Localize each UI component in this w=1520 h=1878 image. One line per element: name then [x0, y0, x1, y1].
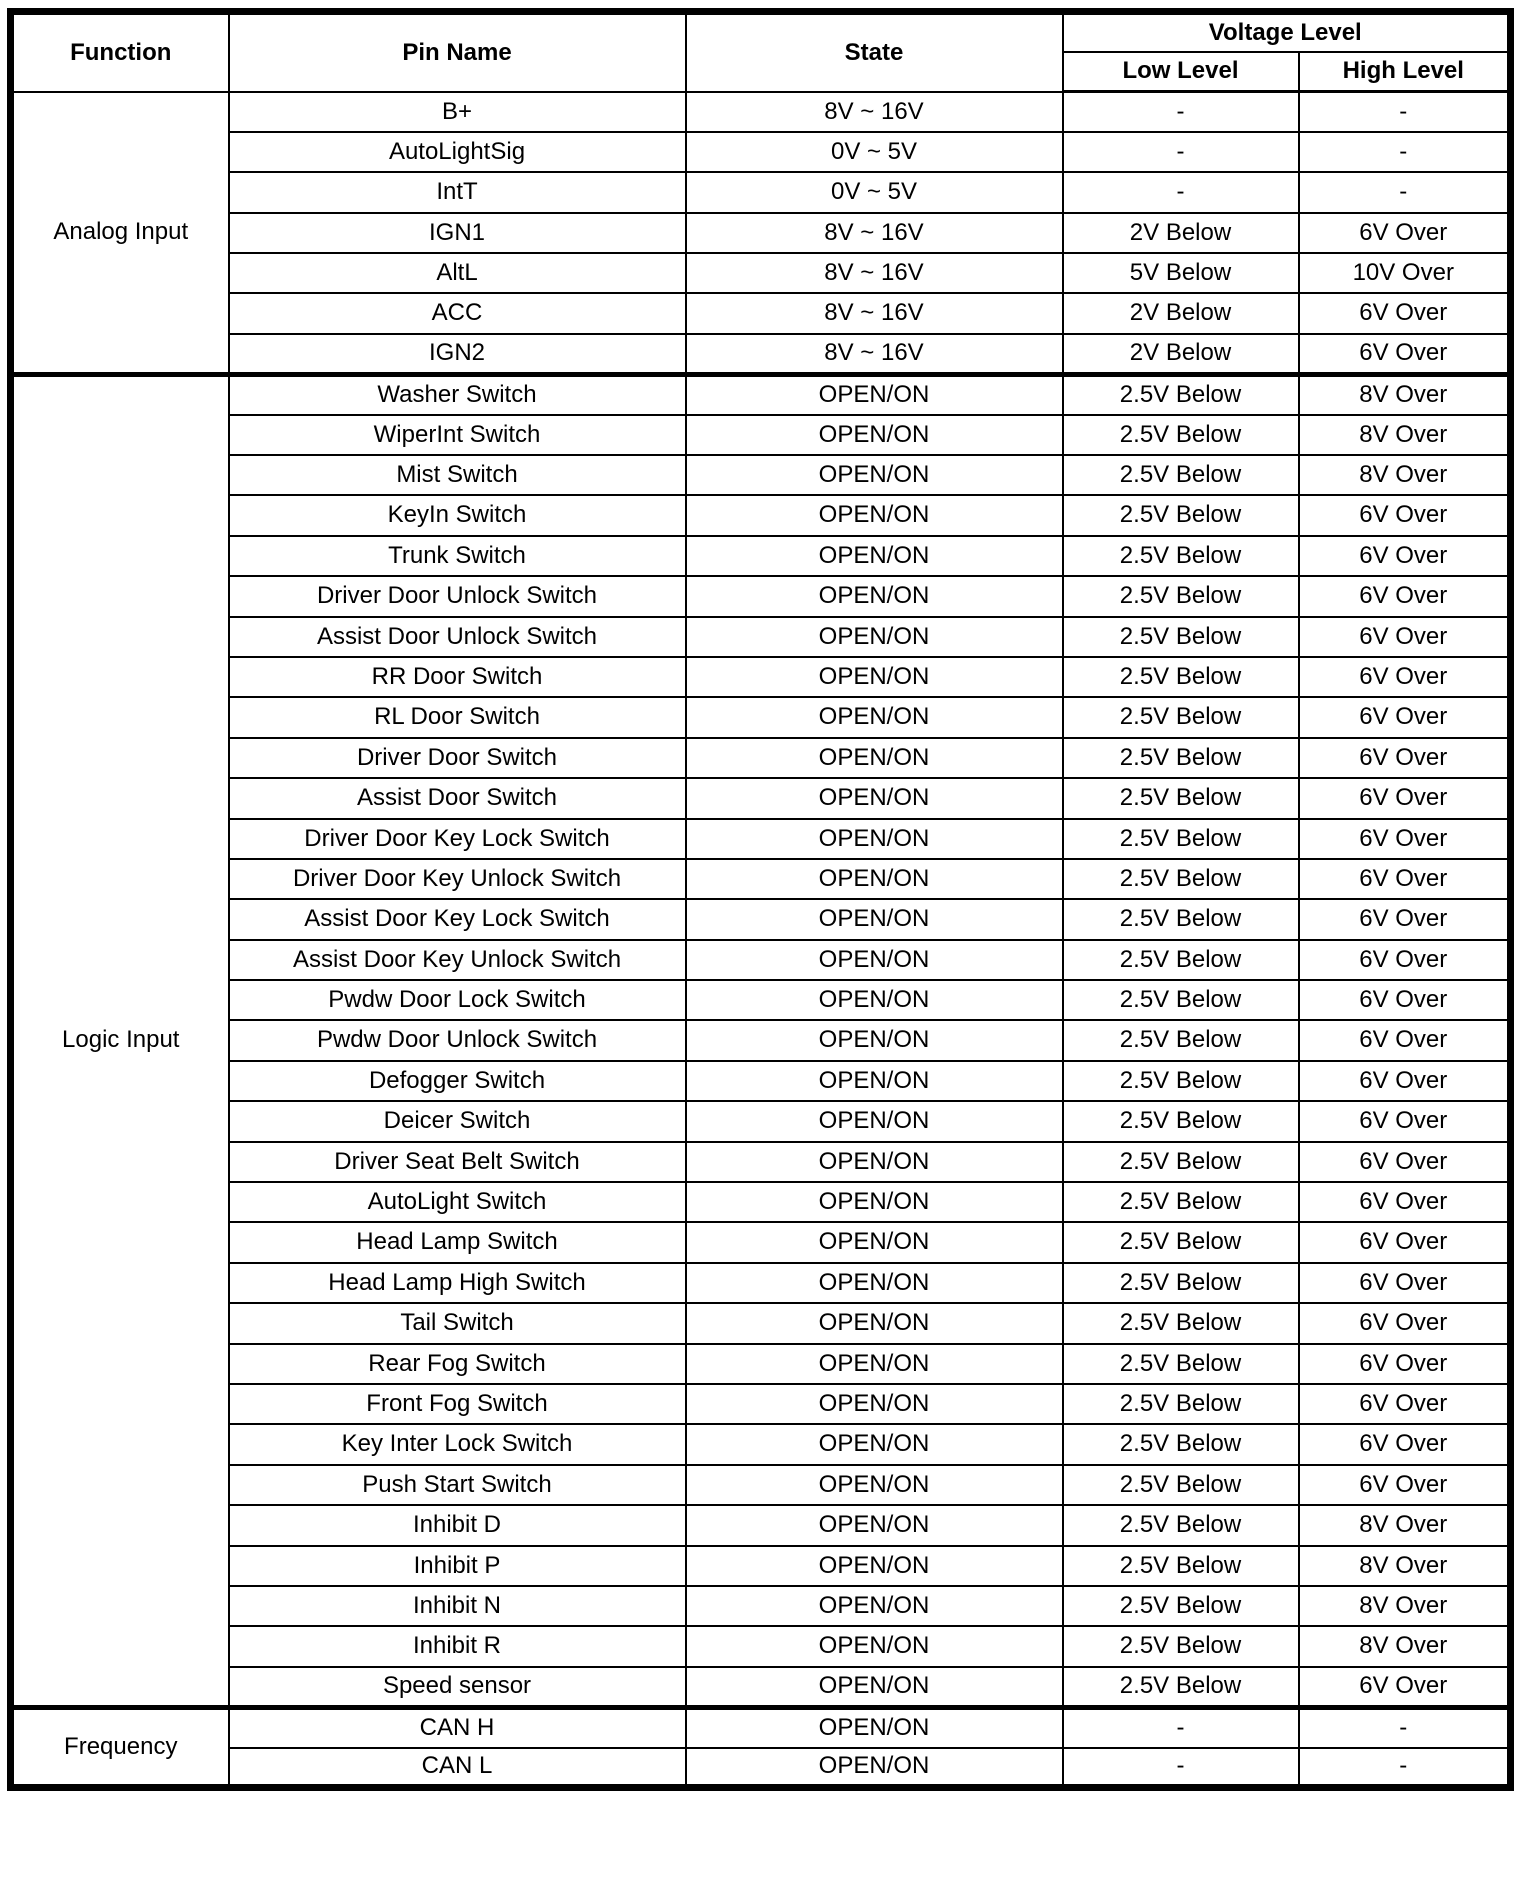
cell-low-level: 2.5V Below	[1063, 1263, 1299, 1303]
cell-state: OPEN/ON	[686, 657, 1063, 697]
table-row	[11, 617, 1511, 657]
cell-high-level: 6V Over	[1299, 1384, 1511, 1424]
cell-low-level: 2.5V Below	[1063, 374, 1299, 414]
header-pin-name: Pin Name	[229, 12, 686, 92]
cell-high-level: 8V Over	[1299, 415, 1511, 455]
cell-pin-name: Push Start Switch	[229, 1465, 686, 1505]
cell-high-level: 6V Over	[1299, 617, 1511, 657]
cell-high-level: 6V Over	[1299, 293, 1511, 333]
cell-high-level: 6V Over	[1299, 1424, 1511, 1464]
cell-low-level: 2.5V Below	[1063, 1384, 1299, 1424]
table-row	[11, 576, 1511, 616]
table-row	[11, 415, 1511, 455]
cell-pin-name: RL Door Switch	[229, 697, 686, 737]
cell-state: 8V ~ 16V	[686, 92, 1063, 132]
cell-pin-name: KeyIn Switch	[229, 495, 686, 535]
cell-low-level: 2.5V Below	[1063, 1424, 1299, 1464]
cell-pin-name: Mist Switch	[229, 455, 686, 495]
cell-state: 8V ~ 16V	[686, 334, 1063, 374]
header-high-level: High Level	[1299, 52, 1511, 92]
cell-state: OPEN/ON	[686, 1303, 1063, 1343]
cell-high-level: 6V Over	[1299, 576, 1511, 616]
cell-high-level: 6V Over	[1299, 1182, 1511, 1222]
cell-low-level: 2.5V Below	[1063, 1505, 1299, 1545]
pin-spec-table	[7, 8, 1514, 1791]
cell-high-level: 8V Over	[1299, 1586, 1511, 1626]
cell-pin-name: IntT	[229, 172, 686, 212]
table-row	[11, 1424, 1511, 1464]
cell-low-level: 2V Below	[1063, 213, 1299, 253]
cell-high-level: 8V Over	[1299, 1626, 1511, 1666]
table-row	[11, 1344, 1511, 1384]
table-row	[11, 1101, 1511, 1141]
cell-state: 8V ~ 16V	[686, 213, 1063, 253]
cell-pin-name: AltL	[229, 253, 686, 293]
cell-low-level: -	[1063, 132, 1299, 172]
cell-low-level: 2.5V Below	[1063, 1061, 1299, 1101]
cell-state: OPEN/ON	[686, 1101, 1063, 1141]
cell-pin-name: Pwdw Door Lock Switch	[229, 980, 686, 1020]
table-row	[11, 819, 1511, 859]
cell-state: OPEN/ON	[686, 1344, 1063, 1384]
cell-pin-name: Inhibit D	[229, 1505, 686, 1545]
header-voltage-level: Voltage Level	[1063, 12, 1511, 52]
cell-low-level: -	[1063, 1748, 1299, 1788]
cell-low-level: 2V Below	[1063, 334, 1299, 374]
cell-pin-name: Assist Door Key Unlock Switch	[229, 940, 686, 980]
cell-pin-name: Driver Door Key Unlock Switch	[229, 859, 686, 899]
cell-high-level: 6V Over	[1299, 1667, 1511, 1707]
table-header	[11, 12, 1511, 92]
table-row	[11, 1546, 1511, 1586]
table-row	[11, 657, 1511, 697]
cell-state: OPEN/ON	[686, 980, 1063, 1020]
cell-state: OPEN/ON	[686, 1465, 1063, 1505]
table-row	[11, 1465, 1511, 1505]
table-row	[11, 1142, 1511, 1182]
cell-pin-name: RR Door Switch	[229, 657, 686, 697]
cell-high-level: -	[1299, 172, 1511, 212]
cell-state: 0V ~ 5V	[686, 172, 1063, 212]
cell-high-level: 6V Over	[1299, 1020, 1511, 1060]
cell-state: OPEN/ON	[686, 576, 1063, 616]
cell-state: OPEN/ON	[686, 1061, 1063, 1101]
cell-high-level: 6V Over	[1299, 657, 1511, 697]
table-row	[11, 1061, 1511, 1101]
cell-low-level: 2.5V Below	[1063, 859, 1299, 899]
cell-state: OPEN/ON	[686, 940, 1063, 980]
table-row	[11, 374, 1511, 414]
cell-low-level: -	[1063, 172, 1299, 212]
cell-low-level: 2.5V Below	[1063, 1222, 1299, 1262]
cell-high-level: 6V Over	[1299, 1142, 1511, 1182]
cell-state: OPEN/ON	[686, 1586, 1063, 1626]
cell-low-level: 5V Below	[1063, 253, 1299, 293]
cell-state: OPEN/ON	[686, 1626, 1063, 1666]
cell-low-level: 2.5V Below	[1063, 899, 1299, 939]
cell-state: OPEN/ON	[686, 1222, 1063, 1262]
cell-low-level: 2.5V Below	[1063, 1546, 1299, 1586]
cell-state: OPEN/ON	[686, 455, 1063, 495]
cell-pin-name: AutoLight Switch	[229, 1182, 686, 1222]
table-row	[11, 1182, 1511, 1222]
cell-high-level: -	[1299, 1707, 1511, 1747]
cell-high-level: 6V Over	[1299, 1303, 1511, 1343]
cell-low-level: -	[1063, 1707, 1299, 1747]
cell-low-level: 2.5V Below	[1063, 617, 1299, 657]
cell-pin-name: Head Lamp Switch	[229, 1222, 686, 1262]
cell-state: 8V ~ 16V	[686, 253, 1063, 293]
cell-high-level: 6V Over	[1299, 738, 1511, 778]
cell-pin-name: Deicer Switch	[229, 1101, 686, 1141]
cell-pin-name: B+	[229, 92, 686, 132]
cell-low-level: 2V Below	[1063, 293, 1299, 333]
cell-pin-name: Driver Door Unlock Switch	[229, 576, 686, 616]
table-row	[11, 1020, 1511, 1060]
cell-low-level: 2.5V Below	[1063, 980, 1299, 1020]
table-row	[11, 455, 1511, 495]
cell-high-level: -	[1299, 1748, 1511, 1788]
table-row	[11, 132, 1511, 172]
table-row	[11, 213, 1511, 253]
cell-pin-name: Driver Seat Belt Switch	[229, 1142, 686, 1182]
cell-pin-name: IGN2	[229, 334, 686, 374]
cell-pin-name: Assist Door Switch	[229, 778, 686, 818]
cell-low-level: 2.5V Below	[1063, 1586, 1299, 1626]
cell-state: OPEN/ON	[686, 859, 1063, 899]
cell-pin-name: Assist Door Key Lock Switch	[229, 899, 686, 939]
cell-low-level: 2.5V Below	[1063, 1101, 1299, 1141]
cell-pin-name: Inhibit N	[229, 1586, 686, 1626]
cell-pin-name: Speed sensor	[229, 1667, 686, 1707]
cell-high-level: 10V Over	[1299, 253, 1511, 293]
cell-pin-name: Defogger Switch	[229, 1061, 686, 1101]
table-row	[11, 697, 1511, 737]
cell-state: OPEN/ON	[686, 1707, 1063, 1747]
table-row	[11, 1505, 1511, 1545]
cell-pin-name: Driver Door Switch	[229, 738, 686, 778]
table-row	[11, 1222, 1511, 1262]
cell-pin-name: Inhibit P	[229, 1546, 686, 1586]
cell-low-level: 2.5V Below	[1063, 1626, 1299, 1666]
table-row	[11, 172, 1511, 212]
table-row	[11, 1384, 1511, 1424]
cell-state: OPEN/ON	[686, 1667, 1063, 1707]
cell-low-level: 2.5V Below	[1063, 697, 1299, 737]
cell-state: OPEN/ON	[686, 536, 1063, 576]
cell-low-level: 2.5V Below	[1063, 778, 1299, 818]
table-row	[11, 1586, 1511, 1626]
table-row	[11, 1626, 1511, 1666]
cell-pin-name: Driver Door Key Lock Switch	[229, 819, 686, 859]
cell-pin-name: AutoLightSig	[229, 132, 686, 172]
cell-high-level: 6V Over	[1299, 1061, 1511, 1101]
cell-pin-name: WiperInt Switch	[229, 415, 686, 455]
cell-low-level: 2.5V Below	[1063, 1020, 1299, 1060]
table-row	[11, 334, 1511, 374]
cell-state: OPEN/ON	[686, 738, 1063, 778]
cell-high-level: 6V Over	[1299, 1465, 1511, 1505]
cell-low-level: 2.5V Below	[1063, 536, 1299, 576]
cell-low-level: -	[1063, 92, 1299, 132]
cell-function: Frequency	[11, 1707, 229, 1788]
cell-low-level: 2.5V Below	[1063, 1344, 1299, 1384]
cell-state: OPEN/ON	[686, 1424, 1063, 1464]
cell-state: OPEN/ON	[686, 617, 1063, 657]
cell-high-level: -	[1299, 92, 1511, 132]
cell-state: OPEN/ON	[686, 374, 1063, 414]
cell-state: OPEN/ON	[686, 899, 1063, 939]
cell-low-level: 2.5V Below	[1063, 1667, 1299, 1707]
cell-pin-name: Assist Door Unlock Switch	[229, 617, 686, 657]
cell-pin-name: Rear Fog Switch	[229, 1344, 686, 1384]
cell-high-level: 6V Over	[1299, 495, 1511, 535]
cell-state: OPEN/ON	[686, 1142, 1063, 1182]
table-row	[11, 293, 1511, 333]
cell-high-level: 8V Over	[1299, 374, 1511, 414]
cell-state: OPEN/ON	[686, 1182, 1063, 1222]
cell-state: OPEN/ON	[686, 1546, 1063, 1586]
cell-state: OPEN/ON	[686, 697, 1063, 737]
cell-high-level: 6V Over	[1299, 859, 1511, 899]
cell-low-level: 2.5V Below	[1063, 940, 1299, 980]
cell-function: Analog Input	[11, 92, 229, 375]
cell-low-level: 2.5V Below	[1063, 576, 1299, 616]
cell-high-level: 8V Over	[1299, 1546, 1511, 1586]
cell-high-level: -	[1299, 132, 1511, 172]
cell-state: OPEN/ON	[686, 778, 1063, 818]
header-state: State	[686, 12, 1063, 92]
table-row	[11, 899, 1511, 939]
cell-pin-name: CAN L	[229, 1748, 686, 1788]
cell-high-level: 6V Over	[1299, 1222, 1511, 1262]
cell-pin-name: CAN H	[229, 1707, 686, 1747]
cell-state: OPEN/ON	[686, 1505, 1063, 1545]
cell-low-level: 2.5V Below	[1063, 1303, 1299, 1343]
cell-low-level: 2.5V Below	[1063, 455, 1299, 495]
cell-function: Logic Input	[11, 374, 229, 1707]
cell-pin-name: Tail Switch	[229, 1303, 686, 1343]
cell-state: OPEN/ON	[686, 1748, 1063, 1788]
cell-low-level: 2.5V Below	[1063, 657, 1299, 697]
cell-pin-name: Inhibit R	[229, 1626, 686, 1666]
cell-pin-name: ACC	[229, 293, 686, 333]
table-body	[11, 92, 1511, 1788]
table-row	[11, 92, 1511, 132]
table-row	[11, 536, 1511, 576]
cell-pin-name: Head Lamp High Switch	[229, 1263, 686, 1303]
cell-high-level: 6V Over	[1299, 697, 1511, 737]
cell-low-level: 2.5V Below	[1063, 1142, 1299, 1182]
cell-pin-name: IGN1	[229, 213, 686, 253]
table-row	[11, 1707, 1511, 1747]
table-row	[11, 1303, 1511, 1343]
cell-high-level: 6V Over	[1299, 334, 1511, 374]
cell-low-level: 2.5V Below	[1063, 819, 1299, 859]
header-low-level: Low Level	[1063, 52, 1299, 92]
cell-state: OPEN/ON	[686, 1020, 1063, 1060]
cell-pin-name: Trunk Switch	[229, 536, 686, 576]
cell-state: 0V ~ 5V	[686, 132, 1063, 172]
cell-pin-name: Front Fog Switch	[229, 1384, 686, 1424]
cell-high-level: 6V Over	[1299, 213, 1511, 253]
cell-low-level: 2.5V Below	[1063, 1182, 1299, 1222]
table-row	[11, 940, 1511, 980]
cell-high-level: 8V Over	[1299, 1505, 1511, 1545]
cell-high-level: 6V Over	[1299, 899, 1511, 939]
cell-high-level: 6V Over	[1299, 980, 1511, 1020]
cell-pin-name: Washer Switch	[229, 374, 686, 414]
cell-high-level: 6V Over	[1299, 778, 1511, 818]
cell-low-level: 2.5V Below	[1063, 495, 1299, 535]
table-row	[11, 859, 1511, 899]
cell-state: OPEN/ON	[686, 1384, 1063, 1424]
cell-pin-name: Key Inter Lock Switch	[229, 1424, 686, 1464]
cell-state: OPEN/ON	[686, 415, 1063, 455]
cell-state: OPEN/ON	[686, 495, 1063, 535]
cell-high-level: 6V Over	[1299, 1344, 1511, 1384]
cell-high-level: 6V Over	[1299, 940, 1511, 980]
cell-high-level: 6V Over	[1299, 536, 1511, 576]
header-function: Function	[11, 12, 229, 92]
cell-state: OPEN/ON	[686, 819, 1063, 859]
cell-high-level: 8V Over	[1299, 455, 1511, 495]
table-row	[11, 738, 1511, 778]
table-row	[11, 1667, 1511, 1707]
table-row	[11, 1748, 1511, 1788]
header-row-main	[11, 12, 1511, 52]
cell-high-level: 6V Over	[1299, 1101, 1511, 1141]
table-row	[11, 253, 1511, 293]
table-row	[11, 495, 1511, 535]
cell-low-level: 2.5V Below	[1063, 415, 1299, 455]
cell-low-level: 2.5V Below	[1063, 1465, 1299, 1505]
table-row	[11, 980, 1511, 1020]
cell-state: 8V ~ 16V	[686, 293, 1063, 333]
cell-pin-name: Pwdw Door Unlock Switch	[229, 1020, 686, 1060]
cell-low-level: 2.5V Below	[1063, 738, 1299, 778]
table-row	[11, 778, 1511, 818]
cell-high-level: 6V Over	[1299, 1263, 1511, 1303]
cell-high-level: 6V Over	[1299, 819, 1511, 859]
table-row	[11, 1263, 1511, 1303]
cell-state: OPEN/ON	[686, 1263, 1063, 1303]
